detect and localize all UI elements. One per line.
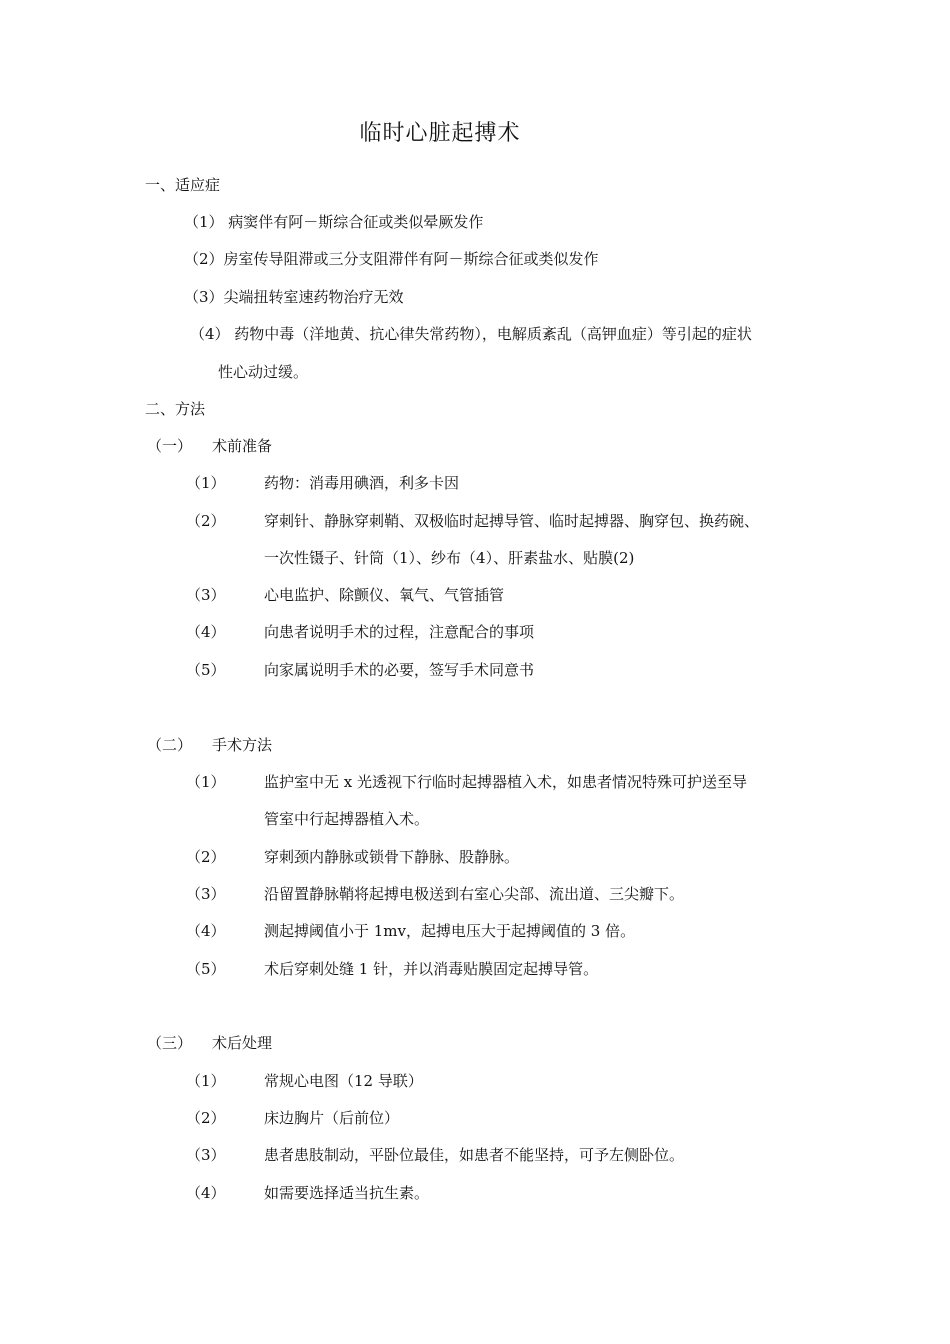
list-item-number: （1） <box>186 474 226 492</box>
list-item: 如需要选择适当抗生素。 <box>264 1184 430 1202</box>
list-item-number: （5） <box>186 661 226 679</box>
indication-item: （2）房室传导阻滞或三分支阻滞伴有阿－斯综合征或类似发作 <box>184 250 599 268</box>
list-item: 心电监护、除颤仪、氧气、气管插管 <box>264 586 505 604</box>
list-item: 药物：消毒用碘酒，利多卡因 <box>264 474 460 492</box>
list-item: 穿刺颈内静脉或锁骨下静脉、股静脉。 <box>264 848 520 866</box>
section-heading-method: 二、方法 <box>145 400 206 418</box>
list-item: 床边胸片（后前位） <box>264 1109 400 1127</box>
subsection-number: （一） <box>147 437 193 455</box>
list-item-number: （4） <box>186 1184 226 1202</box>
document-title: 临时心脏起搏术 <box>359 121 521 146</box>
indication-item: （4） 药物中毒（洋地黄、抗心律失常药物），电解质紊乱（高钾血症）等引起的症状 <box>190 325 752 343</box>
list-item-continuation: 管室中行起搏器植入术。 <box>264 810 430 828</box>
indication-item-continuation: 性心动过缓。 <box>218 363 309 381</box>
list-item-number: （2） <box>186 1109 226 1127</box>
list-item: 监护室中无 x 光透视下行临时起搏器植入术，如患者情况特殊可护送至导 <box>264 773 747 791</box>
list-item-number: （4） <box>186 623 226 641</box>
list-item: 向家属说明手术的必要，签写手术同意书 <box>264 661 535 679</box>
list-item-number: （1） <box>186 773 226 791</box>
subsection-number: （三） <box>147 1034 193 1052</box>
list-item: 沿留置静脉鞘将起搏电极送到右室心尖部、流出道、三尖瓣下。 <box>264 885 685 903</box>
list-item: 穿刺针、静脉穿刺鞘、双极临时起搏导管、临时起搏器、胸穿包、换药碗、 <box>264 512 760 530</box>
indication-item: （3）尖端扭转室速药物治疗无效 <box>184 288 404 306</box>
list-item: 向患者说明手术的过程，注意配合的事项 <box>264 623 535 641</box>
subsection-heading-procedure: 手术方法 <box>212 736 273 754</box>
list-item-number: （3） <box>186 885 226 903</box>
list-item: 患者患肢制动，平卧位最佳，如患者不能坚持，可予左侧卧位。 <box>264 1146 685 1164</box>
list-item-continuation: 一次性镊子、针筒（1）、纱布（4）、肝素盐水、贴膜(2) <box>264 549 635 567</box>
list-item-number: （2） <box>186 512 226 530</box>
list-item: 测起搏阈值小于 1mv，起搏电压大于起搏阈值的 3 倍。 <box>264 922 636 940</box>
list-item-number: （5） <box>186 960 226 978</box>
list-item-number: （4） <box>186 922 226 940</box>
list-item-number: （2） <box>186 848 226 866</box>
list-item-number: （3） <box>186 586 226 604</box>
subsection-heading-postop: 术后处理 <box>212 1034 273 1052</box>
subsection-heading-preparation: 术前准备 <box>212 437 273 455</box>
list-item: 常规心电图（12 导联） <box>264 1072 423 1090</box>
section-heading-indications: 一、适应症 <box>145 176 221 194</box>
list-item-number: （3） <box>186 1146 226 1164</box>
subsection-number: （二） <box>147 736 193 754</box>
list-item-number: （1） <box>186 1072 226 1090</box>
indication-item: （1） 病窦伴有阿－斯综合征或类似晕厥发作 <box>184 213 484 231</box>
list-item: 术后穿刺处缝 1 针，并以消毒贴膜固定起搏导管。 <box>264 960 599 978</box>
